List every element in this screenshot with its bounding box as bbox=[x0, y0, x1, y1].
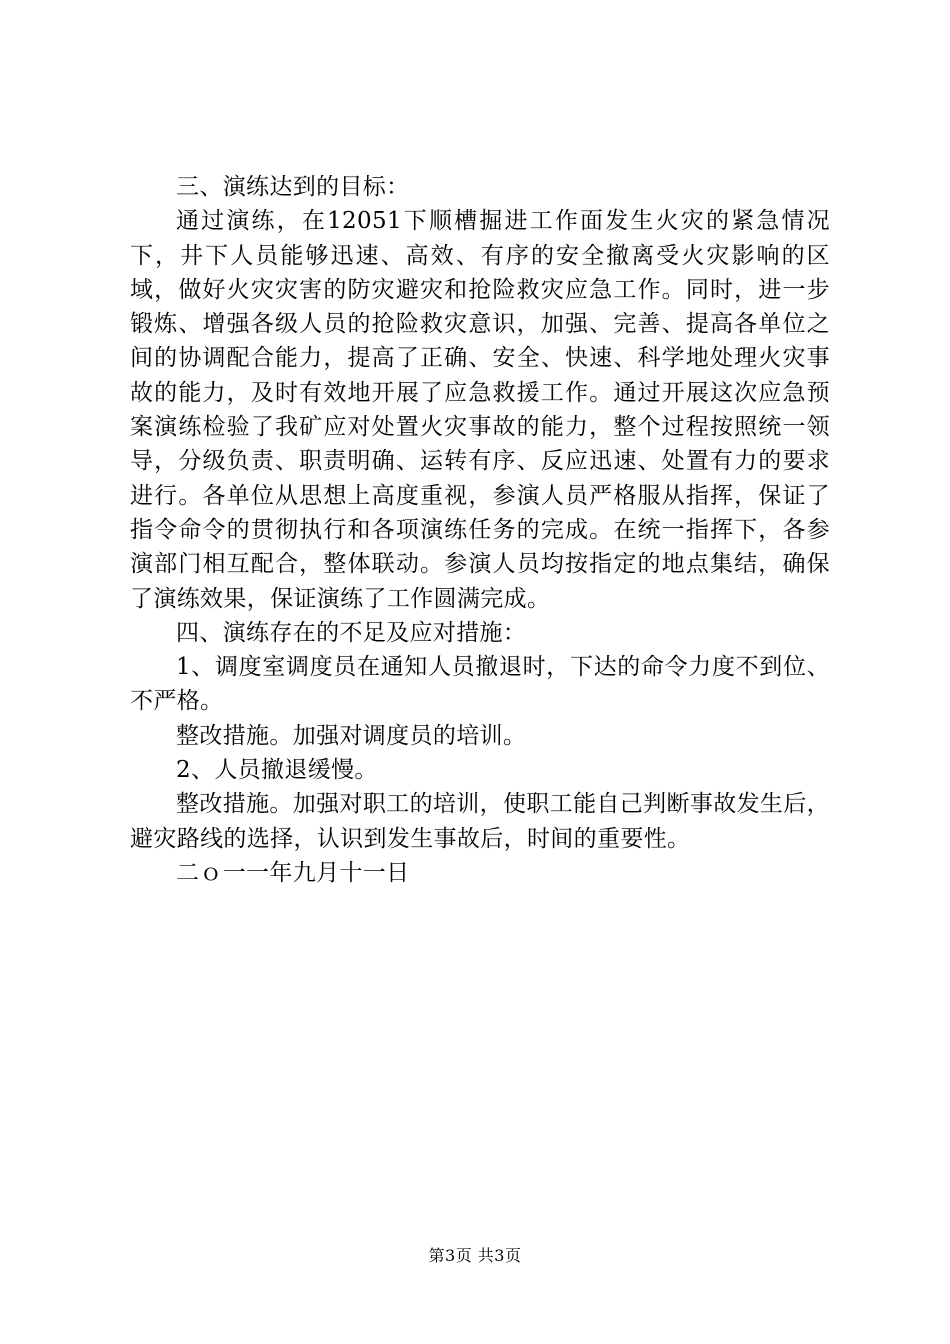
section-heading-shortcomings: 四、演练存在的不足及应对措施： bbox=[176, 619, 527, 646]
paragraph-goals-body: 通过演练，在12051下顺槽掘进工作面发生火灾的紧急情况下，井下人员能够迅速、高效、有序的安全撤离受火灾影响的区域，做好火灾灾害的防灾避灾和抢险救灾应急工作。同时，进一步锻炼、增强各级人员的抢险救灾意识，加强、完善、提高各单位之间的协调配合能力，提高了正确、安全、快速、科学地处理火灾事故的能力，及时有效地开展了应急救援工作。通过开展这次应急预案演练检验了我矿应对处置火灾事故的能力，整个过程按照统一领导，分级负责、职责明确、运转有序、反应迅速、处置有力的要求进行。各单位从思想上高度重视，参演人员严格服从指挥，保证了指令命令的贯彻执行和各项演练任务的完成。在统一指挥下，各参演部门相互配合，整体联动。参演人员均按指定的地点集结，确保了演练效果，保证演练了工作圆满完成。 bbox=[130, 208, 830, 612]
issue-item-2: 2、人员撤退缓慢。 bbox=[176, 757, 378, 784]
document-body bbox=[130, 170, 830, 890]
page-number-label: 第3页 共3页 bbox=[428, 1246, 522, 1265]
section-heading-goals: 三、演练达到的目标： bbox=[176, 174, 410, 200]
issue-item-1: 1、调度室调度员在通知人员撤退时，下达的命令力度不到位、不严格。 bbox=[130, 654, 830, 715]
page-footer bbox=[0, 1243, 950, 1266]
document-date: 二ｏ一一年九月十一日 bbox=[176, 859, 410, 886]
remedy-item-1: 整改措施。加强对调度员的培训。 bbox=[176, 722, 527, 749]
remedy-item-2: 整改措施。加强对职工的培训，使职工能自己判断事故发生后，避灾路线的选择，认识到发生事故后，时间的重要性。 bbox=[130, 791, 830, 852]
